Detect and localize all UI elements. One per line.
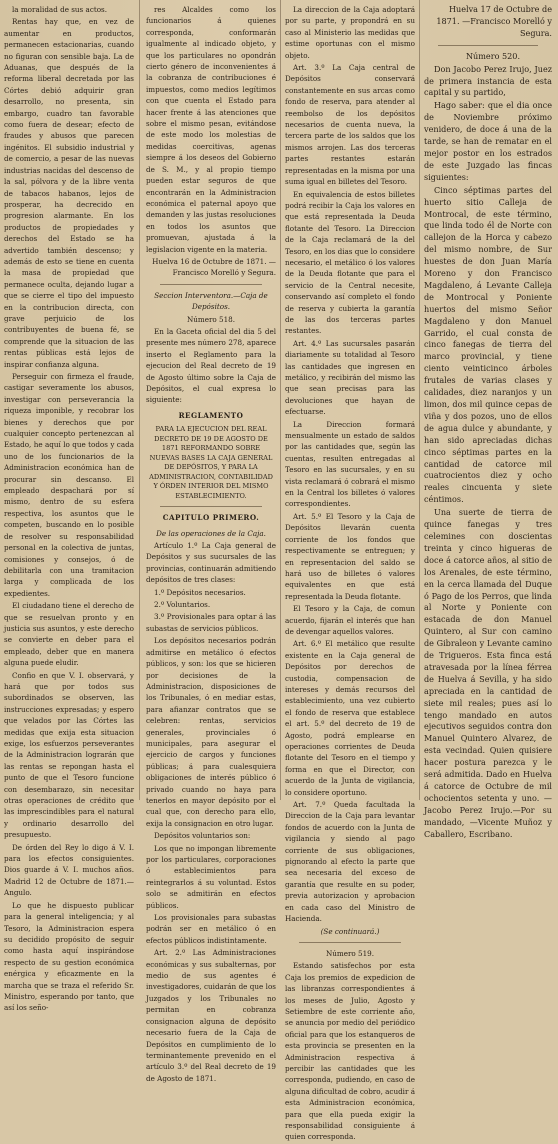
article: 1.º Depósitos necesarios. — [154, 587, 246, 597]
article: Art. 2.º Las Administraciones económicas y sus subalternas, por medio de sus agentes é investigadores, cuidarán de que los Juzgados y los Tribunales no permitan en cobranza consignacion alguna de depósito necesario fuera de la Caja de Depósitos en cumplimiento de lo terminantemente prevenido en el artículo 3.º del Real decreto de 19 de Agosto de 1871. — [146, 948, 276, 1083]
paragraph: Hago saber: que el dia once de Noviembre próximo venidero, de doce á una de la tarde, se han de rematar en el mejor postor en los estrados de este Juzgado las fincas siguientes: — [424, 100, 552, 182]
continued-note: (Se continuará.) — [320, 926, 380, 936]
column-1 — [4, 4, 134, 1015]
chapter-subtitle: De las operaciones de la Caja. — [156, 528, 266, 538]
paragraph: Cinco séptimas partes del huerto sitio Calleja de Montrocal, de este término, que linda todo él de Norte con callejon de la Horca y cabezo del mismo nombre, de Sur huestes de don Juan María Moreno y don Francisco Magdaleno, á Levante Calleja de Montrocal y Poniente huertos del mismo Señor Magdaleno y don Manuel Garrido, el cual consta de cinco fanegas de tierra del marco provincial, y tiene ciento veinticinco árboles frutales de varias clases y calidades, diez naranjos y un limon, dos mil quince cepas de viña y dos pozos, uno de ellos de agua dulce y abundante, y han sido apreciadas dichas cinco séptimas partes en la cantidad de catorce mil cuatrocientos diez y ocho reales cincuenta y siete céntimos. — [424, 184, 552, 505]
column-rule — [139, 0, 140, 800]
paragraph: Lo que he dispuesto publicar para la general inteligencia; y al Tesoro, la Administracion espera su decidido propósito de seguir como hasta aquí inspirándose respecto de su gestion económica enérgica y eficazmente en la marcha que se traza el referido Sr. Ministro, esperando por tanto, que así los seño- — [4, 900, 134, 1013]
section-title: Seccion Interventora.—Caja de Depósitos. — [154, 290, 268, 312]
regulation-title: REGLAMENTO — [178, 410, 244, 420]
notice-number: Número 520. — [465, 50, 521, 61]
notice-number: Número 518. — [186, 314, 236, 324]
paragraph: En equivalencia de estos billetes podrá recibir la Caja los valores en que está representada la Deuda flotante del Tesoro. La Direccion de la Caja reclamará de la del Tesoro, en los dias que lo considere necesario, el metálico ó los valores de la Deuda flotante que para el servicio de la Central necesite, conservando así completo el fondo de reserva y cubierta la garantía de las dos terceras partes restantes. — [285, 189, 415, 336]
paragraph: Art. 7.º Queda facultada la Direccion de la Caja para levantar fondos de acuerdo con la Junta de vigilancia y siendo al pago corriente de sus obligaciones, pignorando al efecto la parte que sea necesaria del exceso de garantía que resulte en su poder, previa autorizacion y aprobacion en cada caso del Ministro de Hacienda. — [285, 800, 415, 924]
paragraph: Estando satisfechos por esta Caja los premios de expedicion de las libranzas correspondientes á los meses de Julio, Agosto y Setiembre de este corriente año, se anuncia por medio del periódico oficial para que los estanqueros de esta provincia se presenten en la Administracion respectiva á percibir las cantidades que les corresponda, pudiendo, en caso de alguna dificultad de cobro, acudir á esta Administracion económica, para que ella pueda exigir la responsabilidad consiguiente á quien corresponda. — [285, 961, 415, 1142]
section-divider — [438, 45, 538, 46]
signature-line: Huelva 16 de Octubre de 1871. —Francisco Morelló y Segura. — [152, 256, 276, 278]
paragraph: Don Jacobo Perez Irujo, Juez de primera instancia de esta capital y su partido, — [424, 63, 552, 98]
article: Los depósitos necesarios podrán admitirse en metálico ó efectos públicos, y son: los que se hicieren por decisiones de la Administracion, disposiciones de los Tribunales, ó en mediar estas, para afianzar contratos que se celebren: rentas, servicios generales, provinciales ó municipales, para asegurar el ejercicio de cargos y funciones públicas; á para cualesquiera obligaciones de interés público ó privado cuando no haya para tenerlos en mayor depósito por el cual que, con derecho para ello, exija la consignacion en otro lugar. — [146, 636, 276, 828]
notice-number: Número 519. — [325, 948, 375, 958]
signature-line: Huelva 17 de Octubre de 1871. —Francisco Morelló y Segura. — [436, 4, 552, 38]
article: 2.º Voluntarios. — [154, 600, 211, 610]
article: Los provisionales para subastas podrán ser en metálico ó en efectos públicos indistintamente. — [146, 913, 276, 945]
column-rule — [419, 0, 420, 800]
paragraph: Una suerte de tierra de quince fanegas y tres celemines con doscientas treinta y cinco higueras de doce á catorce años, al sitio de los Arenales, de este término, en la cerca llamada del Duque ó Pago de los Perros, que linda al Norte y Poniente con estacada de don Manuel Quintero, al Sur con camino de Gibraleon y Levante camino de Trigueros. Esta finca está atravesada por la línea férrea de Huelva á Sevilla, y ha sido apreciada en la cantidad de siete mil reales; pues así lo tengo mandado en autos ejecutivos seguidos contra don Manuel Quintero Alvarez, de esta vecindad. Quien quisiere hacer postura parezca y le será admitida. Dado en Huelva á catorce de Octubre de mil ochocientos setenta y uno. —Jacobo Perez Irujo.—Por su mandado, —Vicente Muñoz y Caballero, Escribano. — [424, 507, 552, 839]
column-4 — [424, 4, 552, 842]
paragraph: la moralidad de sus actos. — [12, 5, 108, 14]
paragraph: El Tesoro y la Caja, de comun acuerdo, fijarán el interés que han de devengar aquellos valores. — [285, 604, 415, 636]
article: 3.º Provisionales para optar á las subastas de servicios públicos. — [146, 612, 276, 633]
article: Los que no impongan libremente por los particulares, corporaciones ó establecimientos para reintegrarlos á su voluntad. Estos solo se admitirán en efectos públicos. — [146, 843, 276, 910]
section-divider — [299, 942, 401, 943]
paragraph: El ciudadano tiene el derecho de que se resuelvan pronto y en justicia sus asuntos, y este derecho se convierte en deber para el empleado, deber que en manera alguna puede eludir. — [4, 601, 134, 668]
column-2 — [146, 4, 276, 1085]
column-rule — [280, 0, 281, 800]
paragraph: Art. 5.º El Tesoro y la Caja de Depósitos llevarán cuenta corriente de los fondos que respectivamente se entreguen; y en representacion del saldo se hará uso de billetes ó valores equivalentes en que está representada la Deuda flotante. — [285, 511, 415, 601]
article: Artículo 1.º La Caja general de Depósitos y sus sucursales de las provincias, continuarán admitiendo depósitos de tres clases: — [146, 541, 276, 585]
section-divider — [160, 284, 262, 285]
paragraph: Rentas hay que, en vez de aumentar en productos, permanecen estacionarias, cuando no figuran con sensible baja. La de Aduanas, que después de la reforma liberal decretada por las Córtes debió adquirir gran desarrollo, no presenta, sin embargo, cuadro tan favorable como fuera de desear; efecto de fraudes y abusos que parecen ingénitos. El subsidio industrial y de comercio, a pesar de las nuevas industrias nacidas del descenso de la sal, pólvora y de la libre venta de tabacos habanos, lejos de prosperar, ha decrecido en progresion alarmante. En los productos de propiedades y derechos del Estado se ha advertido también descenso; y además de esto se tiene en cuenta la masa de propiedad que permanece oculta, dejando lugar a que se cierre el tipo del impuesto en la contribucion directa, con grave perjuicio de los contribuyentes de buena fé, se comprende que la situacion de las rentas públicas está lejos de inspirar confianza alguna. — [4, 17, 134, 369]
chapter-title: CAPITULO PRIMERO. — [162, 513, 260, 523]
column-3 — [285, 4, 415, 1144]
paragraph: Perseguir con firmeza el fraude, castigar severamente los abusos, investigar con perseverancia la riqueza imponible, y recobrar los bienes y derechos que por cualquier concepto pertenezcan al Estado, he aquí lo que todos y cada uno de los funcionarios de la Administracion económica han de procurar sin descanso. El empleado despachará por sí mismo, dentro de su esfera respectiva, los asuntos que le competen, buscando en lo posible de resolver su responsabilidad personal en la colectiva de juntas, comisiones y consejos, ó de debilitarla con una tramitacion larga y complicada de los expedientes. — [4, 372, 134, 598]
paragraph: En la Gaceta oficial del dia 5 del presente mes número 278, aparece inserto el Reglamento para la ejecucion del Real decreto de 19 de Agosto último sobre la Caja de Depósitos, el cual expresa lo siguiente: — [146, 326, 276, 405]
paragraph: La direccion de la Caja adoptará por su parte, y propondrá en su caso al Ministerio las medidas que estime oportunas con el mismo objeto. — [285, 5, 415, 60]
paragraph: De órden del Rey lo digo á V. I. para los efectos consiguientes. Dios guarde á V. I. muchos años. Madrid 12 de Octubre de 1871.—Angulo. — [4, 842, 134, 898]
paragraph: Art. 6.º El metálico que resulte existente en la Caja general de Depósitos por derechos de custodia, compensacion de intereses y demás recursos del establecimiento, una vez cubierto el fondo de reserva que establece el art. 5.º del decreto de 19 de Agosto, podrá emplearse en operaciones corrientes de Deuda flotante del Tesoro en el tiempo y forma en que el Director, con acuerdo de la Junta de vigilancia, lo considere oportuno. — [285, 639, 415, 797]
paragraph: La Direccion formará mensualmente un estado de saldos por las cantidades que, según las cuentas, resulten entregadas al Tesoro en las sucursales, y en su vista reclamará ó cobrará el mismo en la Central los billetes ó valores correspondientes. — [285, 419, 415, 509]
paragraph: Art. 4.º Las sucursales pasarán diariamente su totalidad al Tesoro las cantidades que ingresen en metálico, y recibirán del mismo las que sean precisas para las devoluciones que hayan de efectuarse. — [285, 338, 415, 417]
regulation-subtitle: PARA LA EJECUCION DEL REAL DECRETO DE 19 DE AGOSTO DE 1871 REFORMANDO SOBRE NUEVAS BASES LA CAJA GENERAL DE DEPÓSITOS, Y PARA LA ADMINISTRACION, CONTABILIDAD Y ÓRDEN INTERIOR DEL MISMO ESTABLECIMIENTO. — [149, 425, 273, 500]
article: Depósitos voluntarios son: — [154, 831, 251, 841]
paragraph: Art. 3.º La Caja central de Depósitos conservará constantemente en sus arcas como fondo de reserva, para atender al reembolso de los depósitos necesarios de cuenta nueva, la tercera parte de los saldos que los mismos arrojen. Las dos terceras partes restantes estarán representadas en la misma por una suma igual en billetes del Tesoro. — [285, 63, 415, 187]
paragraph: Confio en que V. I. observará, y hará que por todos sus subordinados se observen, las instrucciones expresadas; y espero que velados por las Córtes las medidas que exija esta situacion exige, los esfuerzos perseverantes de la Administracion lograrán que las rentas se repongan hasta el punto de que el Tesoro funcione con desembarazo, sin necesitar otras operaciones de crédito que las imprescindibles para el natural y ordinario desarrollo del presupuesto. — [4, 670, 134, 840]
section-divider — [160, 506, 262, 507]
paragraph: res Alcaldes como los funcionarios á quienes corresponda, conformarán igualmente al indicado objeto, y que los particulares no opondrán cierto género de inconvenientes á la cobranza de contribuciones é impuestos, como medios legítimos con que cuenta el Estado para hacer frente á las atenciones que sobre el mismo pesan, evitándose de este modo los molestias de medidas coercitivas, agenas siempre á los deseos del Gobierno de S. M., y al propio tiempo pueden estar seguros de que encontrarán en la Administracion económica el paternal apoyo que demanden y las justas resoluciones en todos los asuntos que promuevan, ajustada á la legislacion vigente en la materia. — [146, 5, 276, 254]
